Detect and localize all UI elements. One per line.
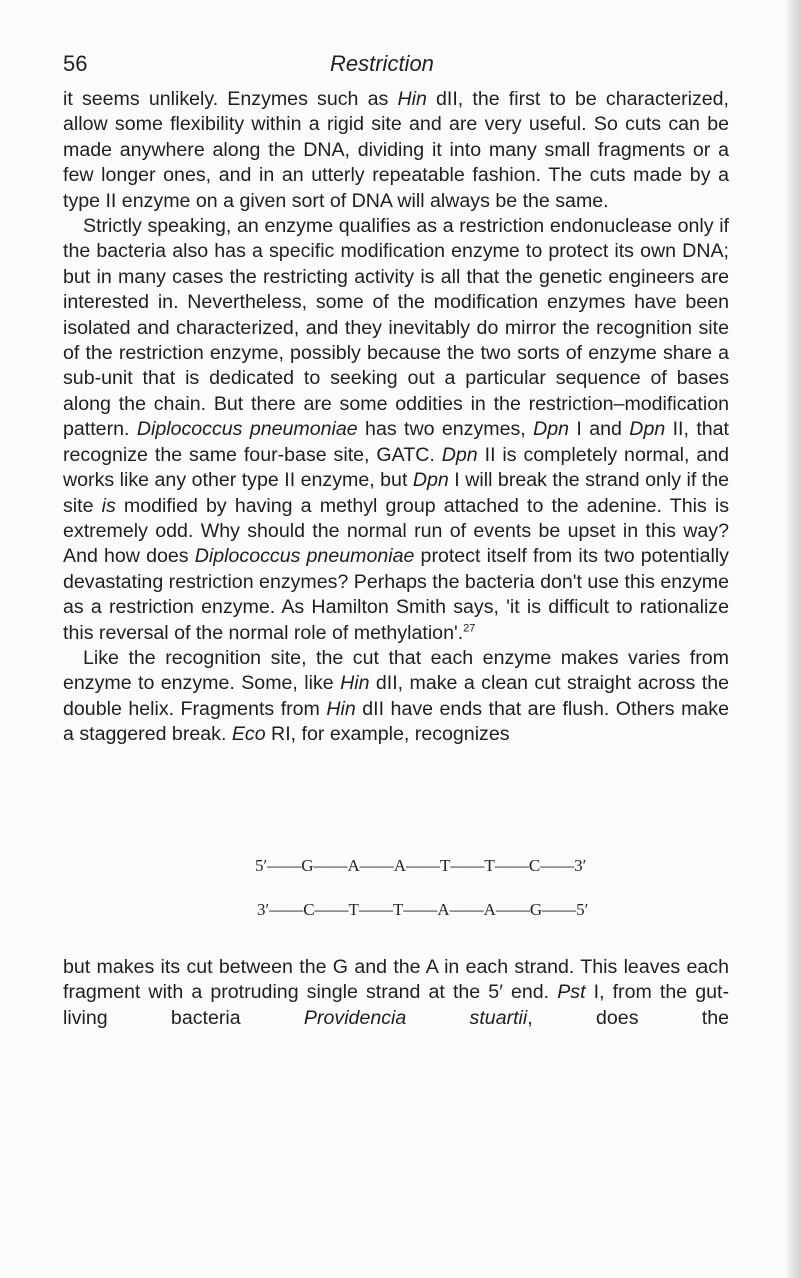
text-span: it seems unlikely. Enzymes such as (63, 88, 398, 110)
text-span: II is completely normal, and works like any other type II enzyme, but (63, 443, 730, 492)
italic-term: Hin (326, 697, 356, 720)
italic-term: Eco (231, 723, 266, 746)
italic-term: Diplococcus pneumoniae (194, 545, 415, 568)
text-span: but makes its cut between the G and the A in each strand. This leaves each fragment with a protruding single strand at the 5′ end. (63, 956, 729, 1004)
italic-term: Dpn (533, 418, 570, 441)
italic-term: Diplococcus pneumoniae (136, 418, 358, 441)
text-span: modified by having a methyl group attached to the adenine. This is extremely odd. Why should the normal run of events be upset in this way? And how does (63, 494, 730, 568)
paragraph-4 (63, 955, 729, 1031)
body-text-upper (63, 87, 729, 748)
sequence-strand-bottom: 3′——C——T——T——A——A——G——5′ (257, 900, 589, 919)
paragraph-3 (63, 646, 729, 748)
italic-term: Providencia stuartii (303, 1006, 528, 1029)
paragraph-1 (63, 87, 729, 214)
italic-term: Dpn (629, 418, 666, 441)
paragraph-2 (63, 214, 729, 646)
text-span: I, from the gut-living bacteria (63, 981, 729, 1029)
italic-term: Pst (557, 981, 586, 1004)
text-span: has two enzymes, (357, 418, 534, 441)
text-span: I and (569, 418, 630, 441)
text-span: Like the recognition site, the cut that each enzyme makes varies from enzyme to enzyme. Some, like (63, 646, 729, 695)
italic-term: Hin (397, 88, 427, 110)
italic-term: Hin (340, 672, 370, 695)
text-span: protect itself from its two potentially devastating restriction enzymes? Perhaps the bacteria don't use this enzyme as a restriction enzyme. As Hamilton Smith says, 'it is difficult to rationalize this reversal of the normal role of methylation'. (63, 545, 729, 644)
body-text-lower (63, 955, 729, 1031)
page-header (0, 50, 801, 84)
running-head: Restriction (330, 51, 434, 76)
italic-term: Dpn (412, 469, 449, 492)
footnote-ref: 27 (463, 622, 476, 634)
italic-term: Dpn (441, 443, 478, 466)
italic-term: is (101, 494, 116, 517)
text-span: RI, for example, recognizes (265, 723, 510, 746)
text-span: Strictly speaking, an enzyme qualifies as a restriction endonuclease only if the bacteria also has a specific modification enzyme to protect its own DNA; but in many cases the restricting activity is all that the genetic engineers are interested in. Nevertheless, some of the modification enzymes have been isolated and characterized, and they inevitably do mirror the recognition site of the restriction enzyme, possibly because the two sorts of enzyme share a sub-unit that is dedicated to seeking out a particular sequence of bases along the chain. But there are some oddities in the restriction–modification pattern. (63, 215, 729, 441)
page-edge-shadow (787, 0, 801, 1278)
text-span: dII have ends that are flush. Others make a staggered break. (63, 697, 730, 746)
text-span: II, that recognize the same four-base site, GATC. (63, 418, 730, 466)
text-span: dII, make a clean cut straight across the double helix. Fragments from (63, 672, 729, 720)
text-span: , does the (527, 1006, 729, 1029)
sequence-strand-top: 5′——G——A——A——T——T——C——3′ (255, 856, 587, 875)
text-span: dII, the first to be characterized, allow some flexibility within a rigid site and are very useful. So cuts can be made anywhere along the DNA, dividing it into many small fragments or a few longer ones, and in an utterly repeatable fashion. The cuts made by a type II enzyme on a given sort of DNA will always be the same. (63, 88, 729, 212)
page-number: 56 (63, 51, 88, 76)
text-span: I will break the strand only if the site (63, 469, 730, 517)
